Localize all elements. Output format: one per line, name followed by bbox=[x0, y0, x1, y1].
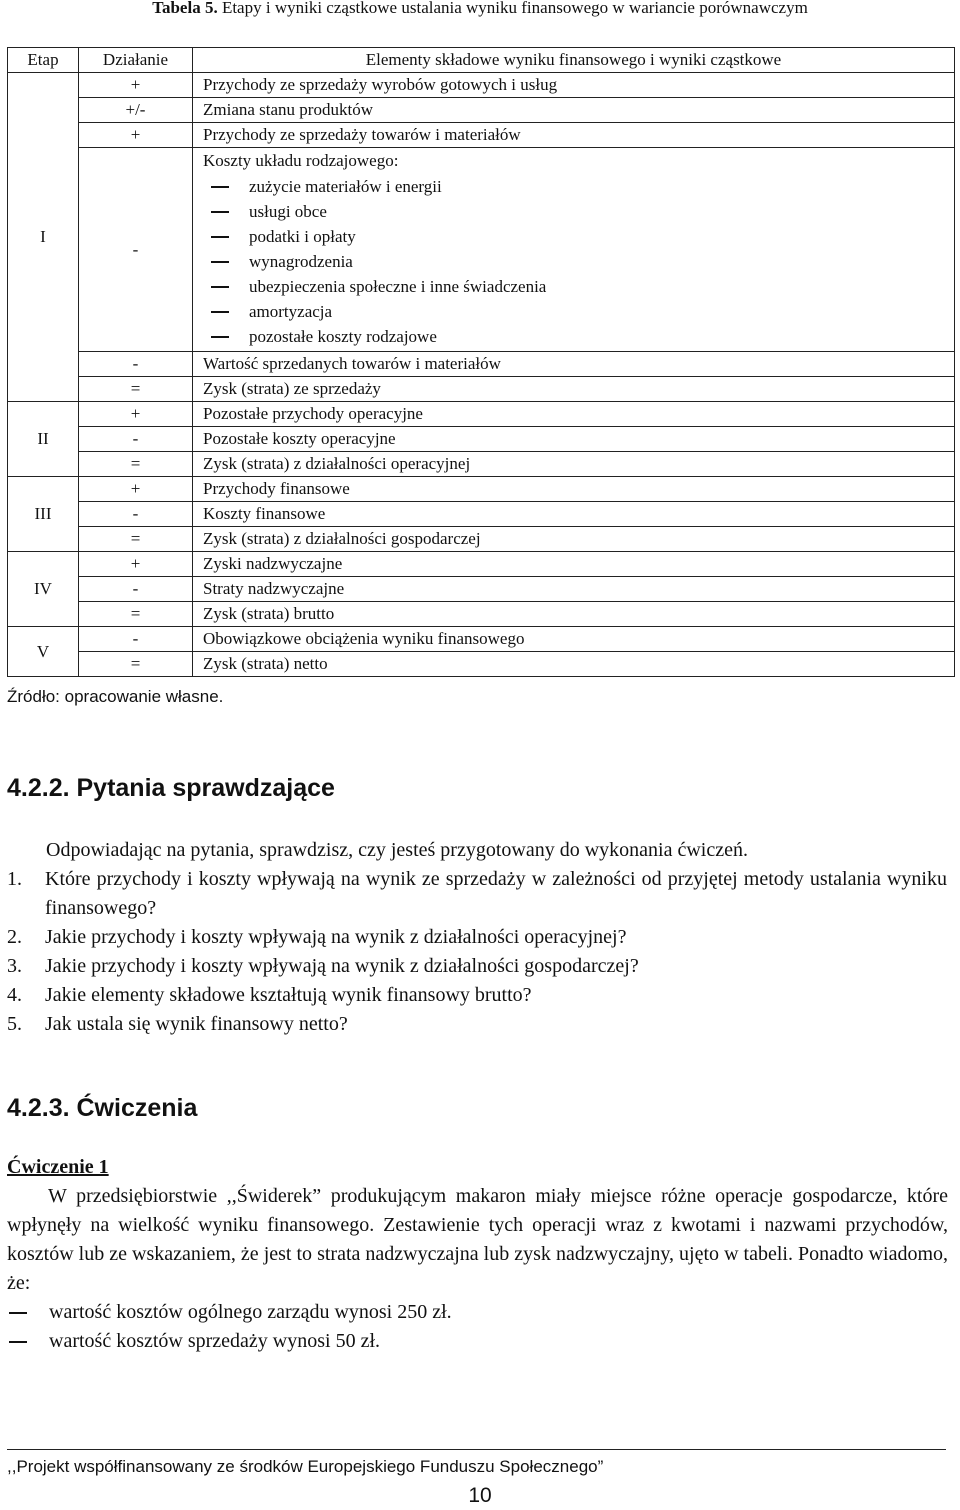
table-row bbox=[8, 148, 955, 352]
row-operator: + bbox=[79, 552, 193, 577]
cost-item-label: wynagrodzenia bbox=[249, 251, 353, 271]
row-operator: = bbox=[79, 527, 193, 552]
question-number: 5. bbox=[7, 1013, 22, 1035]
question-number: 3. bbox=[7, 955, 22, 977]
row-element: Koszty układu rodzajowego: bbox=[203, 151, 399, 170]
dash-bullet bbox=[211, 186, 229, 188]
question-item bbox=[7, 1010, 947, 1039]
dash-bullet bbox=[9, 1312, 27, 1314]
question-text: Jakie przychody i koszty wpływają na wynik z działalności gospodarczej? bbox=[45, 955, 639, 977]
row-element: Koszty finansowe bbox=[193, 502, 955, 527]
stage-label: IV bbox=[8, 552, 79, 627]
cost-item-label: zużycie materiałów i energii bbox=[249, 176, 442, 196]
row-element: Pozostałe koszty operacyjne bbox=[193, 427, 955, 452]
exercise-bullet bbox=[7, 1298, 947, 1327]
cost-item bbox=[203, 299, 954, 324]
row-operator: = bbox=[79, 452, 193, 477]
question-item bbox=[7, 865, 947, 923]
row-element: Pozostałe przychody operacyjne bbox=[193, 402, 955, 427]
table-row bbox=[8, 352, 955, 377]
row-operator: +/- bbox=[79, 98, 193, 123]
row-operator: + bbox=[79, 477, 193, 502]
table-row bbox=[8, 527, 955, 552]
row-operator: - bbox=[79, 502, 193, 527]
row-operator: = bbox=[79, 377, 193, 402]
row-element: Zysk (strata) ze sprzedaży bbox=[193, 377, 955, 402]
row-operator: - bbox=[79, 427, 193, 452]
exercise-title: Ćwiczenie 1 bbox=[7, 1156, 109, 1178]
table-row bbox=[8, 98, 955, 123]
cost-item bbox=[203, 174, 954, 199]
table-row bbox=[8, 627, 955, 652]
dash-bullet bbox=[211, 236, 229, 238]
cost-item bbox=[203, 249, 954, 274]
cost-item-label: amortyzacja bbox=[249, 301, 333, 321]
row-operator: = bbox=[79, 602, 193, 627]
question-text: Jakie przychody i koszty wpływają na wynik z działalności operacyjnej? bbox=[45, 926, 627, 948]
dash-bullet bbox=[9, 1341, 27, 1343]
question-item bbox=[7, 923, 947, 952]
footer-text: ,,Projekt współfinansowany ze środków Europejskiego Funduszu Społecznego” bbox=[7, 1457, 604, 1476]
dash-bullet bbox=[211, 261, 229, 263]
table-caption-label: Tabela 5. bbox=[152, 0, 218, 17]
row-operator: - bbox=[79, 352, 193, 377]
row-element: Przychody ze sprzedaży wyrobów gotowych i usług bbox=[193, 73, 955, 98]
table-row bbox=[8, 552, 955, 577]
page-number: 10 bbox=[468, 1484, 492, 1507]
bullet-text: wartość kosztów ogólnego zarządu wynosi 250 zł. bbox=[49, 1301, 452, 1323]
header-dzialanie: Działanie bbox=[79, 48, 193, 73]
row-element: Zysk (strata) netto bbox=[193, 652, 955, 677]
questions-intro: Odpowiadając na pytania, sprawdzisz, czy jesteś przygotowany do wykonania ćwiczeń. bbox=[46, 839, 748, 861]
row-operator: + bbox=[79, 73, 193, 98]
dash-bullet bbox=[211, 211, 229, 213]
question-item bbox=[7, 981, 947, 1010]
dash-bullet bbox=[211, 286, 229, 288]
question-number: 2. bbox=[7, 926, 22, 948]
table-row bbox=[8, 73, 955, 98]
table-row bbox=[8, 377, 955, 402]
row-operator: - bbox=[79, 148, 193, 352]
cost-item bbox=[203, 324, 954, 349]
table-row bbox=[8, 652, 955, 677]
dash-bullet bbox=[211, 311, 229, 313]
table-row bbox=[8, 123, 955, 148]
row-element: Zyski nadzwyczajne bbox=[193, 552, 955, 577]
dash-bullet bbox=[211, 336, 229, 338]
table-row bbox=[8, 427, 955, 452]
row-element: Obowiązkowe obciążenia wyniku finansowego bbox=[193, 627, 955, 652]
cost-item bbox=[203, 199, 954, 224]
question-text: Które przychody i koszty wpływają na wynik ze sprzedaży w zależności od przyjętej metody ustalania wyniku finansowego? bbox=[45, 868, 947, 919]
row-operator: - bbox=[79, 627, 193, 652]
row-operator: + bbox=[79, 402, 193, 427]
cost-block bbox=[193, 148, 955, 352]
row-element: Zysk (strata) brutto bbox=[193, 602, 955, 627]
row-element: Zysk (strata) z działalności operacyjnej bbox=[193, 452, 955, 477]
question-number: 1. bbox=[7, 868, 22, 890]
table-row bbox=[8, 602, 955, 627]
row-operator: + bbox=[79, 123, 193, 148]
questions-heading: 4.2.2. Pytania sprawdzające bbox=[7, 774, 335, 802]
stage-label: II bbox=[8, 402, 79, 477]
cost-item-label: usługi obce bbox=[249, 201, 327, 221]
table-row bbox=[8, 577, 955, 602]
row-element: Zmiana stanu produktów bbox=[193, 98, 955, 123]
table-row bbox=[8, 452, 955, 477]
stage-label: I bbox=[8, 73, 79, 402]
table-caption-text: Etapy i wyniki cząstkowe ustalania wyniku finansowego w wariancie porównawczym bbox=[221, 0, 808, 17]
row-operator: - bbox=[79, 577, 193, 602]
cost-item bbox=[203, 224, 954, 249]
table-header-row bbox=[8, 48, 955, 73]
table-row bbox=[8, 477, 955, 502]
exercise-bullets bbox=[7, 1298, 947, 1356]
stage-label: III bbox=[8, 477, 79, 552]
header-elements: Elementy składowe wyniku finansowego i wyniki cząstkowe bbox=[193, 48, 955, 73]
exercise-paragraph: W przedsiębiorstwie ,,Świderek” produkującym makaron miały miejsce różne operacje gospodarcze, które wpłynęły na wielkość wyniku finansowego. Zestawienie tych operacji wraz z kwotami i nazwami przychodów, kosztów lub ze wskazaniem, że jest to strata nadzwyczajna lub zysk nadzwyczajny, ujęto w tabeli. Ponadto wiadomo, że: bbox=[7, 1185, 948, 1294]
row-element: Wartość sprzedanych towarów i materiałów bbox=[193, 352, 955, 377]
exercises-heading: 4.2.3. Ćwiczenia bbox=[7, 1094, 198, 1122]
exercise-bullet bbox=[7, 1327, 947, 1356]
row-element: Przychody finansowe bbox=[193, 477, 955, 502]
row-operator: = bbox=[79, 652, 193, 677]
header-etap: Etap bbox=[8, 48, 79, 73]
question-item bbox=[7, 952, 947, 981]
table-row bbox=[8, 402, 955, 427]
table-source: Źródło: opracowanie własne. bbox=[7, 687, 224, 706]
questions-list bbox=[7, 865, 947, 1039]
stage-label: V bbox=[8, 627, 79, 677]
cost-item-label: ubezpieczenia społeczne i inne świadczenia bbox=[249, 276, 547, 296]
cost-item-label: podatki i opłaty bbox=[249, 226, 356, 246]
row-element: Zysk (strata) z działalności gospodarczej bbox=[193, 527, 955, 552]
footer-divider bbox=[7, 1449, 946, 1450]
row-element: Przychody ze sprzedaży towarów i materiałów bbox=[193, 123, 955, 148]
question-number: 4. bbox=[7, 984, 22, 1006]
table-caption bbox=[0, 0, 960, 18]
cost-item bbox=[203, 274, 954, 299]
question-text: Jak ustala się wynik finansowy netto? bbox=[45, 1013, 348, 1035]
table-row bbox=[8, 502, 955, 527]
bullet-text: wartość kosztów sprzedaży wynosi 50 zł. bbox=[49, 1330, 381, 1352]
cost-item-label: pozostałe koszty rodzajowe bbox=[249, 326, 437, 346]
results-table bbox=[7, 47, 955, 677]
row-element: Straty nadzwyczajne bbox=[193, 577, 955, 602]
question-text: Jakie elementy składowe kształtują wynik finansowy brutto? bbox=[45, 984, 532, 1006]
